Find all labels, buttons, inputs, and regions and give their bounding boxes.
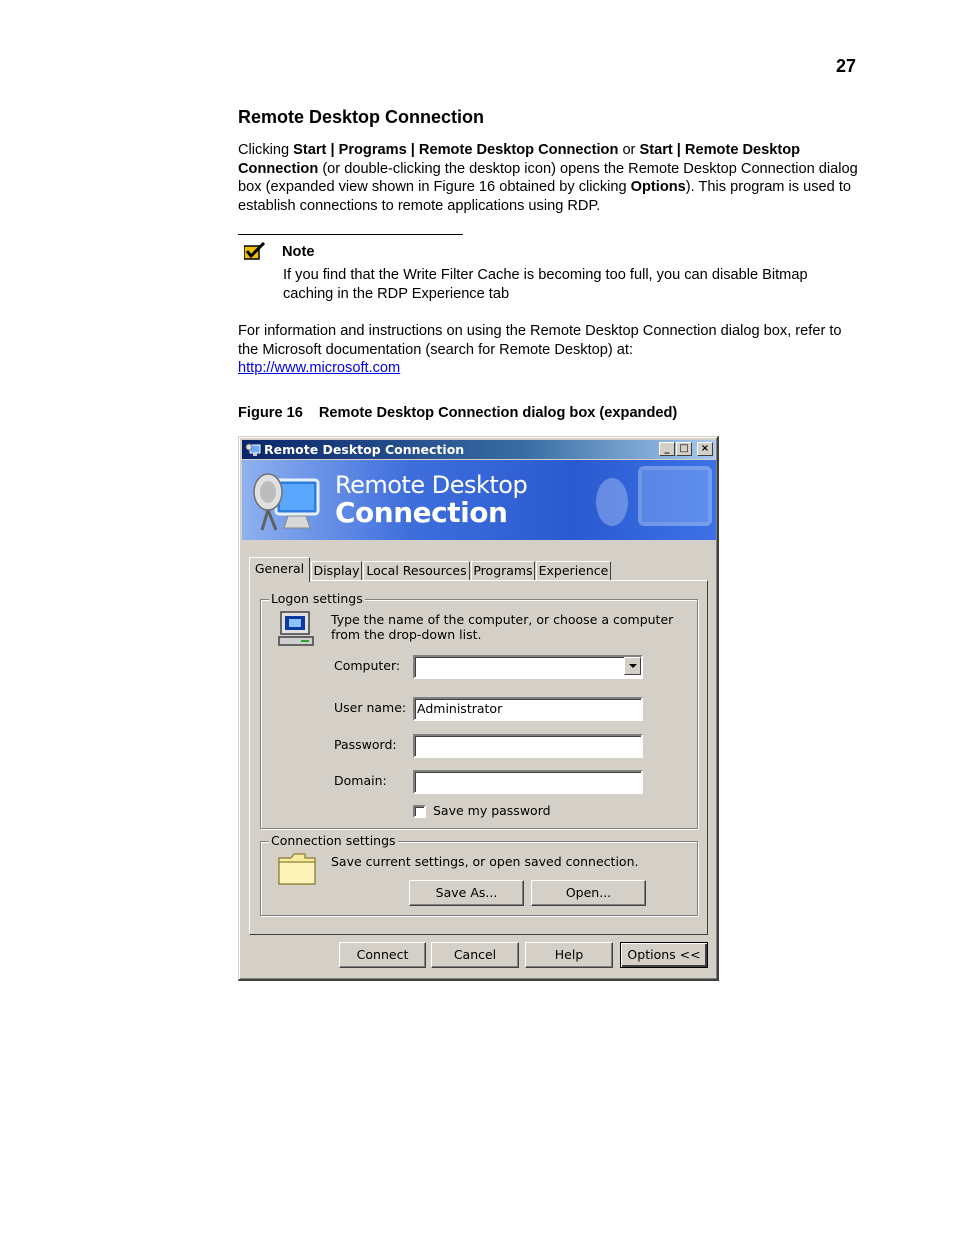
save-password-checkbox[interactable] [413, 805, 426, 818]
connection-settings-group [260, 833, 698, 916]
note-divider [238, 234, 463, 235]
figure-label: Figure 16 [238, 405, 303, 421]
checkmark-note-icon [244, 242, 266, 260]
remote-desktop-dialog [238, 436, 719, 981]
banner-title-line1: Remote Desktop [335, 471, 528, 499]
intro-paragraph: Clicking Start | Programs | Remote Desktop Connection or Start | Remote Desktop Connection (or double-clicking the desktop icon) opens the Remote Desktop Connection dialog box (expanded view shown in Figure 16 obtained by clicking Options). This program is used to establish connections to remote applications using RDP. [238, 142, 858, 214]
tab-experience[interactable]: Experience [536, 561, 611, 581]
chevron-down-icon[interactable] [624, 657, 641, 675]
maximize-icon: □ [679, 443, 689, 454]
note-title: Note [282, 244, 315, 260]
tab-programs[interactable]: Programs [471, 561, 535, 581]
options-button[interactable]: Options << [620, 942, 708, 968]
minimize-button[interactable] [659, 442, 675, 456]
close-icon: × [700, 443, 710, 454]
dialog-title: Remote Desktop Connection [264, 442, 465, 457]
microsoft-link[interactable]: http://www.microsoft.com [238, 360, 401, 376]
logon-settings-group [260, 591, 698, 829]
connection-instructions: Save current settings, or open saved connection. [331, 854, 639, 869]
logon-instructions: Type the name of the computer, or choose a computer from the drop-down list. [331, 612, 674, 642]
help-button[interactable]: Help [525, 942, 613, 968]
dialog-banner [242, 460, 716, 540]
page-number: 27 [835, 56, 856, 76]
tab-local-resources[interactable]: Local Resources [363, 561, 470, 581]
password-label: Password: [334, 737, 397, 752]
cancel-button[interactable]: Cancel [431, 942, 519, 968]
username-label: User name: [334, 700, 407, 715]
figure-title: Remote Desktop Connection dialog box (expanded) [318, 405, 678, 421]
domain-field[interactable] [413, 770, 643, 794]
username-field[interactable]: Administrator [413, 697, 643, 721]
password-field[interactable] [413, 734, 643, 758]
save-password-label: Save my password [433, 803, 551, 818]
connect-button[interactable]: Connect [339, 942, 426, 968]
tab-general[interactable]: General [249, 557, 310, 582]
computer-label: Computer: [334, 658, 401, 673]
section-title: Remote Desktop Connection [238, 107, 485, 127]
folder-icon [277, 852, 317, 886]
remote-desktop-app-icon [245, 442, 261, 457]
figure-caption [238, 405, 677, 421]
banner-watermark-icon [592, 462, 716, 540]
minimize-icon: _ [664, 443, 670, 454]
close-button[interactable] [697, 442, 713, 456]
banner-title-line2: Connection [335, 496, 508, 529]
dialog-titlebar[interactable] [242, 440, 715, 459]
save-as-button[interactable]: Save As... [409, 880, 524, 906]
info-paragraph: For information and instructions on using the Remote Desktop Connection dialog box, refer to the Microsoft documentation (search for Remote Desktop) at: http://www.microsoft.com [238, 323, 842, 376]
computer-combobox[interactable] [413, 655, 643, 679]
maximize-button[interactable] [676, 442, 692, 456]
connection-settings-label: Connection settings [271, 833, 396, 848]
general-tab-panel [249, 580, 708, 935]
logon-settings-label: Logon settings [271, 591, 363, 606]
tab-display[interactable]: Display [311, 561, 362, 581]
computer-satellite-icon [250, 466, 326, 534]
note-body: If you find that the Write Filter Cache is becoming too full, you can disable Bitmap caching in the RDP Experience tab [283, 267, 808, 302]
domain-label: Domain: [334, 773, 387, 788]
logon-computer-icon [277, 610, 315, 648]
open-button[interactable]: Open... [531, 880, 646, 906]
